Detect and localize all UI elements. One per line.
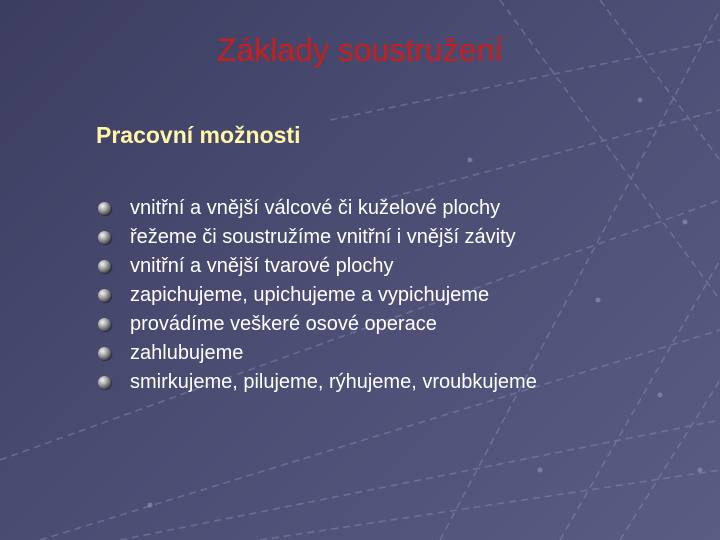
list-item [96, 281, 537, 310]
list-item [96, 223, 537, 252]
bullet-text: vnitřní a vnější válcové či kuželové plochy [130, 197, 501, 219]
sphere-bullet-icon [98, 231, 111, 244]
bullet-text: smirkujeme, pilujeme, rýhujeme, vroubkujeme [130, 371, 537, 393]
list-item [96, 368, 537, 397]
bullet-list [96, 194, 537, 397]
sphere-bullet-icon [98, 202, 111, 215]
bullet-text: vnitřní a vnější tvarové plochy [130, 255, 394, 277]
slide-subtitle: Pracovní možnosti [96, 122, 301, 148]
bullet-text: provádíme veškeré osové operace [130, 313, 437, 335]
sphere-bullet-icon [98, 318, 111, 331]
list-item [96, 252, 537, 281]
bullet-text: řežeme či soustružíme vnitřní i vnější závity [130, 226, 516, 248]
list-item [96, 339, 537, 368]
bullet-text: zahlubujeme [130, 342, 244, 364]
list-item [96, 310, 537, 339]
slide-title: Základy soustružení [216, 32, 504, 68]
sphere-bullet-icon [98, 347, 111, 360]
sphere-bullet-icon [98, 289, 111, 302]
bullet-text: zapichujeme, upichujeme a vypichujeme [130, 284, 490, 306]
sphere-bullet-icon [98, 260, 111, 273]
sphere-bullet-icon [98, 376, 111, 389]
list-item [96, 194, 537, 223]
